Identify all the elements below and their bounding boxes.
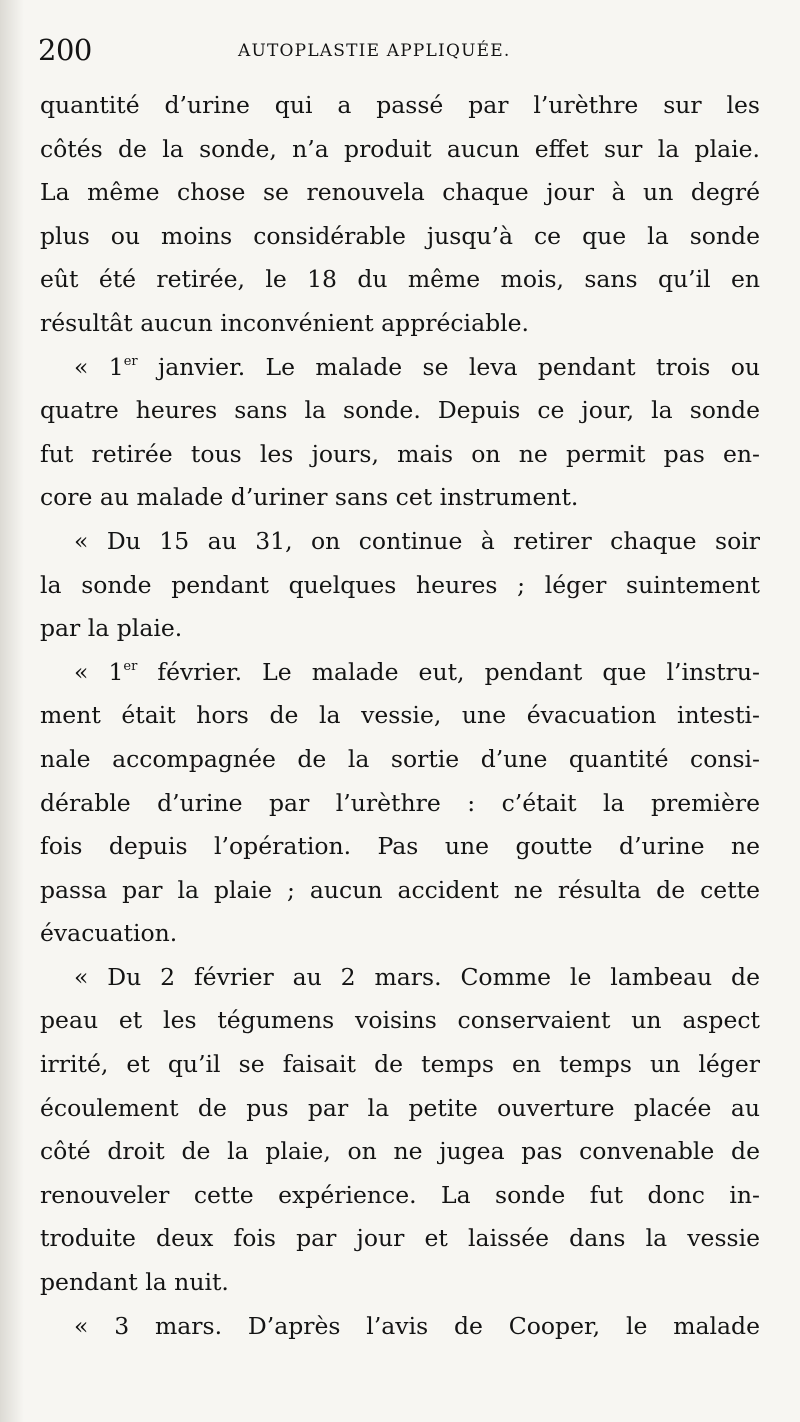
- page-header: [38, 30, 758, 70]
- text-line: par la plaie.: [40, 614, 183, 643]
- text-line: peau et les tégumens voisins conservaient un aspect: [40, 1006, 760, 1035]
- text-line: ment était hors de la vessie, une évacuation intesti-: [40, 701, 760, 730]
- running-head: AUTOPLASTIE APPLIQUÉE.: [238, 41, 511, 61]
- text-line: dérable d’urine par l’urèthre : c’était la première: [40, 788, 760, 817]
- text-line: quatre heures sans la sonde. Depuis ce jour, la sonde: [40, 396, 760, 425]
- text-line: la sonde pendant quelques heures ; léger suintement: [40, 570, 760, 599]
- text-line: renouveler cette expérience. La sonde fut donc in-: [40, 1180, 760, 1209]
- text-line: irrité, et qu’il se faisait de temps en temps un léger: [40, 1050, 760, 1079]
- text-line: « 3 mars. D’après l’avis de Cooper, le malade: [74, 1311, 760, 1340]
- text-line: écoulement de pus par la petite ouverture placée au: [40, 1093, 760, 1122]
- page-number: 200: [38, 33, 92, 67]
- text-line: évacuation.: [40, 919, 178, 948]
- text-line: quantité d’urine qui a passé par l’urèthre sur les: [40, 91, 760, 119]
- text-line: nale accompagnée de la sortie d’une quantité consi-: [40, 744, 760, 773]
- text-line: « 1er février. Le malade eut, pendant que l’instru-: [74, 657, 760, 686]
- text-line: « Du 15 au 31, on continue à retirer chaque soir: [74, 526, 760, 555]
- text-line: plus ou moins considérable jusqu’à ce que la sonde: [40, 221, 760, 250]
- text-line: La même chose se renouvela chaque jour à un degré: [40, 178, 760, 207]
- body-text: [40, 84, 760, 1348]
- text-line: fut retirée tous les jours, mais on ne permit pas en-: [40, 439, 760, 468]
- text-line: pendant la nuit.: [40, 1268, 229, 1297]
- text-line: fois depuis l’opération. Pas une goutte d’urine ne: [40, 832, 760, 861]
- page-edge-shadow: [0, 0, 24, 1422]
- text-line: passa par la plaie ; aucun accident ne résulta de cette: [40, 875, 760, 904]
- text-line: côtés de la sonde, n’a produit aucun effet sur la plaie.: [40, 134, 760, 163]
- text-line: core au malade d’uriner sans cet instrument.: [40, 483, 579, 512]
- text-line: côté droit de la plaie, on ne jugea pas convenable de: [40, 1137, 760, 1166]
- text-line: troduite deux fois par jour et laissée dans la vessie: [40, 1224, 760, 1253]
- text-line: « 1er janvier. Le malade se leva pendant trois ou: [74, 352, 760, 381]
- text-line: « Du 2 février au 2 mars. Comme le lambeau de: [74, 962, 760, 991]
- text-line: eût été retirée, le 18 du même mois, sans qu’il en: [40, 265, 760, 294]
- text-line: résultât aucun inconvénient appréciable.: [40, 308, 530, 337]
